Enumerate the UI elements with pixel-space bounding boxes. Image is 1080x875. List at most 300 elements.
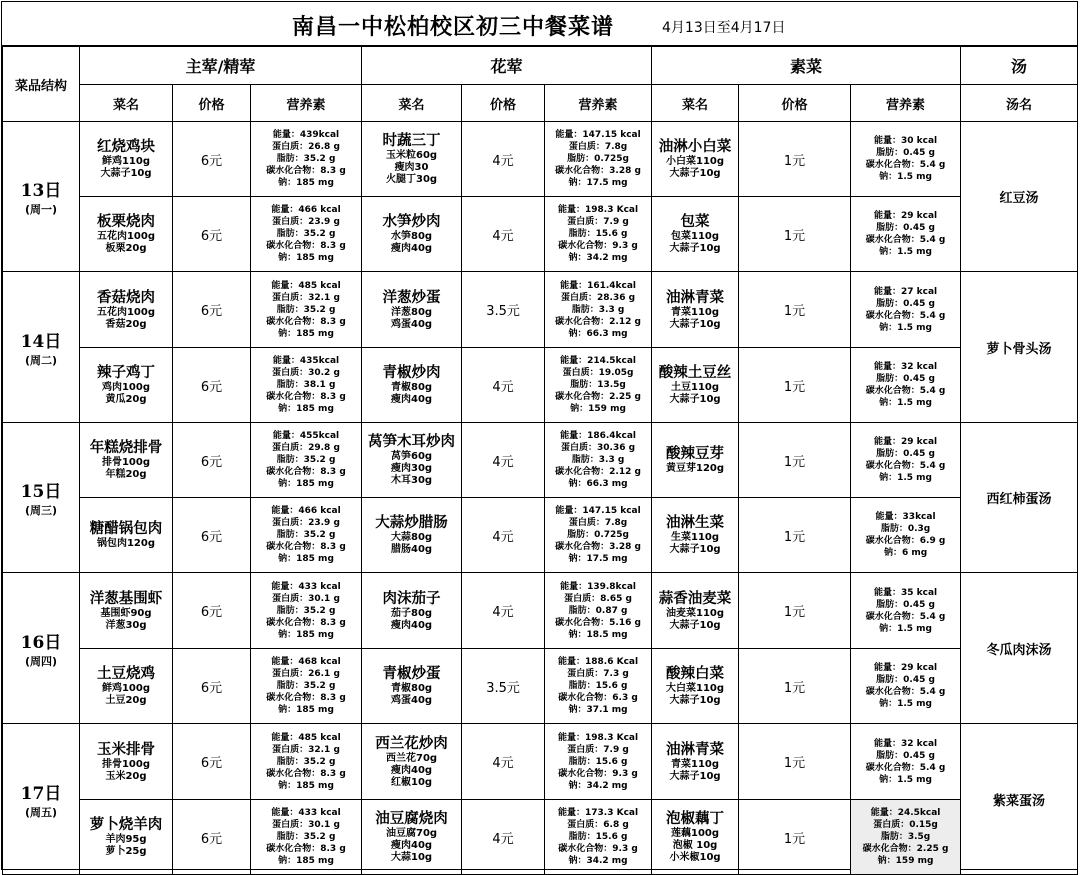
nutrition-line: 碳水化合物：8.3 g: [266, 617, 346, 628]
nutrition-line: 碳水化合物：2.12 g: [555, 316, 641, 327]
ingredient: 青椒80g: [390, 683, 433, 694]
ingredient: 泡椒 10g: [672, 840, 718, 851]
dish-name: 土豆烧鸡: [97, 665, 155, 682]
ingredient: 黄瓜20g: [105, 394, 147, 405]
menu-table: [2, 46, 1078, 875]
nutrition-line: 脂肪：0.45 g: [876, 223, 935, 233]
main-nutrition-cell: [251, 197, 362, 272]
dish-name: 年糕烧排骨: [89, 439, 163, 456]
main-dish-cell: [80, 272, 173, 348]
main-nutrition-cell: [251, 800, 362, 875]
main-nutrition-cell: [251, 498, 362, 573]
nutrition-line: 钠：1.5 mg: [879, 398, 932, 408]
nutrition-line: 能量：485 kcal: [271, 280, 341, 291]
nutrition-line: 脂肪：0.87 g: [568, 605, 628, 616]
nutrition-line: 脂肪：15.6 g: [568, 756, 628, 767]
ingredient: 五花肉100g: [96, 231, 156, 242]
nutrition-line: 能量：198.3 Kcal: [558, 205, 639, 215]
col-header-dish: 菜名: [80, 85, 173, 122]
dish-name: 大蒜炒腊肠: [375, 514, 448, 531]
nutrition-line: 蛋白质：23.9 g: [272, 217, 340, 227]
nutrition-line: 钠：1.5 mg: [879, 774, 932, 785]
nutrition-line: 碳水化合物：5.16 g: [555, 617, 641, 628]
ingredient: 基围虾90g: [100, 607, 152, 619]
veg-dish-cell: [652, 423, 739, 498]
main-price: 6元: [173, 498, 251, 573]
nutrition-line: 能量：33kcal: [875, 512, 936, 522]
nutrition-line: 能量：29 kcal: [873, 663, 938, 673]
dish-name: 玉米排骨: [97, 740, 155, 758]
mixed-dish-cell: [362, 348, 462, 423]
nutrition-line: 能量：468 kcal: [271, 657, 341, 667]
nutrition-line: 钠：185 mg: [278, 479, 334, 489]
main-price: 6元: [173, 573, 251, 649]
nutrition-line: 钠：185 mg: [278, 705, 334, 715]
nutrition-line: 钠：1.5 mg: [879, 623, 932, 634]
nutrition-line: 碳水化合物：8.3 g: [266, 241, 346, 251]
ingredient: 油麦菜110g: [666, 607, 725, 619]
mixed-price: 4元: [462, 348, 545, 423]
main-price: 6元: [173, 423, 251, 498]
nutrition-line: 脂肪：0.45 g: [876, 599, 935, 610]
soup-name: 西红柿蛋汤: [961, 423, 1078, 573]
ingredient: 莲藕100g: [671, 828, 720, 839]
veg-nutrition-cell: [851, 800, 961, 875]
nutrition-line: 脂肪：0.725g: [567, 154, 629, 164]
nutrition-line: 碳水化合物：8.3 g: [266, 166, 346, 176]
nutrition-line: 钠：185 mg: [278, 328, 334, 339]
ingredient: 大蒜子10g: [669, 243, 721, 254]
dish-name: 酸辣豆芽: [666, 445, 725, 462]
nutrition-line: 能量：466 kcal: [271, 205, 341, 215]
menu-row: [3, 649, 1078, 724]
veg-nutrition-cell: [851, 348, 961, 423]
nutrition-line: 钠：159 mg: [570, 404, 626, 414]
mixed-price: 3.5元: [462, 649, 545, 724]
nutrition-line: 脂肪：35.2 g: [276, 229, 336, 239]
mixed-price: 3.5元: [462, 272, 545, 348]
nutrition-line: 能量：147.15 kcal: [555, 130, 641, 140]
menu-row: [3, 800, 1078, 875]
ingredient: 茄子80g: [390, 607, 433, 619]
nutrition-line: 能量：455kcal: [272, 431, 340, 441]
ingredient: 羊肉95g: [105, 834, 147, 845]
nutrition-line: 蛋白质：19.05g: [562, 368, 634, 378]
nutrition-line: 碳水化合物：3.28 g: [555, 166, 641, 176]
soup-name: 萝卜骨头汤: [961, 272, 1078, 423]
ingredient: 火腿丁30g: [385, 174, 438, 185]
menu-row: [3, 197, 1078, 272]
main-nutrition-cell: [251, 649, 362, 724]
nutrition-line: 碳水化合物：5.4 g: [865, 611, 946, 622]
day-weekday: (周三): [24, 504, 58, 517]
nutrition-line: 蛋白质：32.1 g: [272, 744, 340, 755]
nutrition-line: 碳水化合物：5.4 g: [865, 461, 946, 471]
mixed-price: 4元: [462, 800, 545, 875]
veg-dish-cell: [652, 800, 739, 875]
nutrition-line: 能量：433 kcal: [271, 581, 341, 592]
nutrition-line: 钠：185 mg: [278, 629, 334, 640]
menu-row: [3, 724, 1078, 800]
mixed-nutrition-cell: [545, 348, 652, 423]
nutrition-line: 脂肪：0.45 g: [876, 374, 935, 384]
date-range: 4月13日至4月17日: [662, 20, 786, 36]
mixed-dish-cell: [362, 272, 462, 348]
veg-nutrition-cell: [851, 423, 961, 498]
dish-name: 油淋生菜: [666, 514, 725, 531]
day-cell: [3, 423, 80, 573]
nutrition-line: 蛋白质：7.9 g: [567, 217, 629, 227]
main-dish-cell: [80, 348, 173, 423]
col-header-price: 价格: [173, 85, 251, 122]
nutrition-line: 脂肪：35.2 g: [276, 681, 336, 691]
nutrition-line: 脂肪：35.2 g: [276, 304, 336, 315]
dish-name: 糖醋锅包肉: [89, 520, 163, 537]
nutrition-line: 钠：1.5 mg: [879, 699, 932, 709]
main-nutrition-cell: [251, 724, 362, 800]
ingredient: 锅包肉120g: [96, 538, 156, 549]
nutrition-line: 能量：24.5kcal: [870, 808, 941, 818]
veg-nutrition-cell: [851, 197, 961, 272]
nutrition-line: 能量：161.4kcal: [560, 280, 637, 291]
main-dish-cell: [80, 122, 173, 197]
ingredient: 鲜鸡100g: [101, 683, 151, 694]
title-row: [2, 2, 1077, 46]
ingredient: 鲜鸡110g: [101, 156, 151, 167]
ingredient: 瘦肉40g: [390, 619, 433, 631]
nutrition-line: 钠：185 mg: [278, 253, 334, 263]
ingredient: 大白菜110g: [666, 683, 725, 694]
menu-row: [3, 122, 1078, 197]
mixed-nutrition-cell: [545, 573, 652, 649]
veg-price: 1元: [739, 498, 851, 573]
nutrition-line: 碳水化合物：5.4 g: [865, 310, 946, 321]
soup-name: 红豆汤: [961, 122, 1078, 272]
mixed-nutrition-cell: [545, 724, 652, 800]
nutrition-line: 碳水化合物：8.3 g: [266, 768, 346, 779]
nutrition-line: 能量：433 kcal: [271, 808, 341, 818]
ingredient: 板栗20g: [105, 243, 147, 254]
nutrition-line: 脂肪：0.3g: [880, 524, 931, 534]
veg-dish-cell: [652, 197, 739, 272]
structure-label: 菜品结构: [3, 47, 80, 122]
nutrition-line: 脂肪：0.45 g: [876, 298, 935, 309]
main-price: 6元: [173, 649, 251, 724]
menu-row: [3, 272, 1078, 348]
mixed-price: 4元: [462, 498, 545, 573]
nutrition-line: 能量：147.15 kcal: [555, 506, 641, 516]
nutrition-line: 能量：214.5kcal: [560, 356, 637, 366]
mixed-dish-cell: [362, 649, 462, 724]
ingredient: 腊肠40g: [390, 544, 433, 555]
main-dish-cell: [80, 649, 173, 724]
nutrition-line: 脂肪：3.3 g: [571, 455, 625, 465]
ingredient: 瘦肉40g: [390, 243, 433, 254]
nutrition-line: 钠：34.2 mg: [568, 856, 628, 866]
ingredient: 鸡肉100g: [101, 382, 151, 393]
mixed-nutrition-cell: [545, 272, 652, 348]
page-title: 南昌一中松柏校区初三中餐菜谱: [292, 14, 615, 40]
nutrition-line: 脂肪：15.6 g: [568, 229, 628, 239]
dish-name: 酸辣白菜: [666, 665, 725, 682]
category-mixed-header: 花荤: [362, 47, 652, 85]
nutrition-line: 钠：34.2 mg: [568, 253, 628, 263]
main-nutrition-cell: [251, 272, 362, 348]
main-price: 6元: [173, 800, 251, 875]
nutrition-line: 蛋白质：6.8 g: [567, 820, 629, 830]
nutrition-line: 碳水化合物：8.3 g: [266, 392, 346, 402]
veg-nutrition-cell: [851, 122, 961, 197]
day-weekday: (周五): [24, 805, 58, 819]
ingredient: 玉米粒60g: [385, 150, 438, 161]
ingredient: 土豆20g: [105, 695, 147, 706]
nutrition-line: 碳水化合物：5.4 g: [865, 235, 946, 245]
dish-name: 青椒炒肉: [382, 364, 441, 381]
nutrition-line: 蛋白质：26.8 g: [272, 142, 340, 152]
nutrition-line: 钠：34.2 mg: [568, 780, 628, 791]
veg-dish-cell: [652, 348, 739, 423]
mixed-price: 4元: [462, 423, 545, 498]
nutrition-line: 蛋白质：29.8 g: [272, 443, 340, 453]
mixed-nutrition-cell: [545, 649, 652, 724]
nutrition-line: 钠：37.1 mg: [568, 705, 628, 715]
mixed-nutrition-cell: [545, 197, 652, 272]
nutrition-line: 钠：185 mg: [278, 554, 334, 564]
nutrition-line: 蛋白质：30.1 g: [272, 593, 340, 604]
veg-nutrition-cell: [851, 498, 961, 573]
ingredient: 生菜110g: [671, 532, 720, 543]
day-cell: [3, 272, 80, 423]
dish-name: 洋葱基围虾: [89, 589, 163, 607]
nutrition-line: 钠：17.5 mg: [568, 554, 628, 564]
main-nutrition-cell: [251, 348, 362, 423]
nutrition-line: 脂肪：35.2 g: [276, 832, 336, 842]
nutrition-line: 脂肪：3.5g: [880, 832, 931, 842]
ingredient: 木耳30g: [390, 475, 433, 486]
ingredient: 红椒10g: [390, 776, 433, 788]
day-date: 13日: [20, 181, 62, 201]
menu-row: [3, 348, 1078, 423]
ingredient: 大蒜子10g: [669, 168, 721, 179]
veg-price: 1元: [739, 800, 851, 875]
main-dish-cell: [80, 800, 173, 875]
nutrition-line: 钠：185 mg: [278, 856, 334, 866]
nutrition-line: 蛋白质：30.1 g: [272, 820, 340, 830]
nutrition-line: 蛋白质：23.9 g: [272, 518, 340, 528]
menu-row: [3, 423, 1078, 498]
dish-name: 莴笋木耳炒肉: [368, 433, 456, 450]
main-dish-cell: [80, 724, 173, 800]
day-date: 15日: [20, 482, 62, 502]
main-dish-cell: [80, 573, 173, 649]
nutrition-line: 碳水化合物：2.25 g: [862, 844, 949, 854]
nutrition-line: 脂肪：13.5g: [570, 380, 626, 390]
mixed-nutrition-cell: [545, 122, 652, 197]
nutrition-line: 脂肪：0.45 g: [876, 148, 935, 158]
nutrition-line: 脂肪：3.3 g: [571, 304, 625, 315]
dish-name: 萝卜烧羊肉: [89, 816, 163, 833]
ingredient: 瘦肉30g: [390, 463, 433, 474]
day-cell: [3, 122, 80, 272]
nutrition-line: 钠：1.5 mg: [879, 322, 932, 333]
category-main-header: 主荤/精荤: [80, 47, 362, 85]
dish-name: 青椒炒蛋: [382, 665, 441, 682]
day-date: 16日: [20, 632, 62, 653]
ingredient: 洋葱80g: [390, 306, 433, 318]
dish-name: 板栗烧肉: [97, 213, 155, 230]
ingredient: 水笋80g: [390, 231, 433, 242]
main-price: 6元: [173, 724, 251, 800]
col-header-nutrition: 营养素: [251, 85, 362, 122]
nutrition-line: 脂肪：35.2 g: [276, 530, 336, 540]
ingredient: 玉米20g: [105, 770, 147, 782]
ingredient: 排骨100g: [101, 457, 151, 468]
nutrition-line: 能量：32 kcal: [873, 738, 938, 749]
col-header-price: 价格: [462, 85, 545, 122]
mixed-dish-cell: [362, 573, 462, 649]
veg-nutrition-cell: [851, 573, 961, 649]
main-price: 6元: [173, 348, 251, 423]
nutrition-line: 碳水化合物：5.4 g: [865, 386, 946, 396]
main-price: 6元: [173, 122, 251, 197]
day-cell: [3, 573, 80, 724]
menu-row: [3, 498, 1078, 573]
veg-price: 1元: [739, 724, 851, 800]
ingredient: 黄豆芽120g: [666, 463, 725, 474]
nutrition-line: 碳水化合物：2.25 g: [555, 392, 641, 402]
ingredient: 大蒜子10g: [669, 544, 721, 555]
nutrition-line: 碳水化合物：5.4 g: [865, 762, 946, 773]
nutrition-line: 钠：6 mg: [883, 548, 928, 558]
veg-dish-cell: [652, 724, 739, 800]
veg-price: 1元: [739, 423, 851, 498]
ingredient: 瘦肉40g: [390, 840, 433, 851]
day-weekday: (周四): [24, 654, 58, 668]
dish-name: 香菇烧肉: [97, 288, 155, 306]
nutrition-line: 脂肪：15.6 g: [568, 681, 628, 691]
nutrition-line: 脂肪：0.45 g: [876, 750, 935, 761]
ingredient: 大蒜子10g: [669, 619, 721, 631]
ingredient: 大蒜子10g: [669, 695, 721, 706]
ingredient: 大蒜子10g: [669, 318, 721, 330]
nutrition-line: 蛋白质：28.36 g: [561, 292, 636, 303]
ingredient: 土豆110g: [671, 382, 720, 393]
nutrition-line: 蛋白质：26.1 g: [272, 669, 340, 679]
dish-name: 水笋炒肉: [382, 213, 441, 230]
ingredient: 年糕20g: [105, 469, 147, 480]
veg-nutrition-cell: [851, 272, 961, 348]
nutrition-line: 脂肪：0.725g: [567, 530, 629, 540]
dish-name: 酸辣土豆丝: [658, 364, 732, 381]
main-price: 6元: [173, 272, 251, 348]
ingredient: 瘦肉30: [394, 162, 429, 173]
ingredient: 小米椒10g: [669, 852, 721, 863]
veg-price: 1元: [739, 272, 851, 348]
ingredient: 小白菜110g: [666, 156, 725, 167]
ingredient: 青菜110g: [671, 758, 720, 770]
ingredient: 青椒80g: [390, 382, 433, 393]
main-dish-cell: [80, 197, 173, 272]
nutrition-line: 脂肪：35.2 g: [276, 756, 336, 767]
nutrition-line: 能量：29 kcal: [873, 211, 938, 221]
nutrition-line: 碳水化合物：8.3 g: [266, 693, 346, 703]
ingredient: 包菜110g: [671, 231, 720, 242]
veg-dish-cell: [652, 122, 739, 197]
dish-name: 时蔬三丁: [382, 132, 441, 149]
nutrition-line: 钠：18.5 mg: [568, 629, 628, 640]
nutrition-line: 碳水化合物：2.12 g: [555, 467, 641, 477]
veg-price: 1元: [739, 197, 851, 272]
nutrition-line: 钠：1.5 mg: [879, 473, 932, 483]
nutrition-line: 碳水化合物：8.3 g: [266, 542, 346, 552]
veg-dish-cell: [652, 649, 739, 724]
nutrition-line: 蛋白质：7.8g: [568, 518, 628, 528]
nutrition-line: 脂肪：15.6 g: [568, 832, 628, 842]
nutrition-line: 能量：32 kcal: [873, 362, 938, 372]
nutrition-line: 脂肪：35.2 g: [276, 605, 336, 616]
dish-name: 油淋青菜: [666, 288, 725, 306]
nutrition-line: 碳水化合物：9.3 g: [558, 241, 638, 251]
ingredient: 大蒜子10g: [669, 394, 721, 405]
mixed-price: 4元: [462, 724, 545, 800]
col-header-dish: 菜名: [652, 85, 739, 122]
nutrition-line: 钠：1.5 mg: [879, 172, 932, 182]
ingredient: 瘦肉40g: [390, 394, 433, 405]
dish-name: 油豆腐烧肉: [375, 810, 448, 827]
mixed-nutrition-cell: [545, 423, 652, 498]
main-nutrition-cell: [251, 423, 362, 498]
menu-sheet: [1, 1, 1078, 870]
ingredient: 大蒜子10g: [669, 770, 721, 782]
nutrition-line: 能量：30 kcal: [873, 136, 938, 146]
nutrition-line: 钠：66.3 mg: [568, 328, 628, 339]
nutrition-line: 脂肪：35.2 g: [276, 154, 336, 164]
nutrition-line: 蛋白质：8.65 g: [564, 593, 632, 604]
ingredient: 大蒜子10g: [100, 168, 152, 179]
main-dish-cell: [80, 423, 173, 498]
mixed-dish-cell: [362, 122, 462, 197]
ingredient: 莴笋60g: [390, 451, 433, 462]
dish-name: 洋葱炒蛋: [382, 288, 441, 306]
nutrition-line: 脂肪：0.45 g: [876, 449, 935, 459]
veg-dish-cell: [652, 573, 739, 649]
day-weekday: (周二): [24, 353, 58, 367]
col-header-soup-name: 汤名: [961, 85, 1078, 122]
day-date: 14日: [20, 331, 62, 352]
soup-name: 紫菜蛋汤: [961, 724, 1078, 875]
dish-name: 辣子鸡丁: [97, 364, 155, 381]
mixed-price: 4元: [462, 197, 545, 272]
dish-name: 红烧鸡块: [97, 138, 155, 155]
ingredient: 瘦肉40g: [390, 764, 433, 776]
menu-row: [3, 573, 1078, 649]
nutrition-line: 能量：173.3 Kcal: [558, 808, 639, 818]
ingredient: 洋葱30g: [105, 619, 147, 631]
nutrition-line: 蛋白质：7.8g: [568, 142, 628, 152]
nutrition-line: 碳水化合物：8.3 g: [266, 316, 346, 327]
main-nutrition-cell: [251, 573, 362, 649]
nutrition-line: 能量：27 kcal: [873, 286, 938, 297]
nutrition-line: 钠：17.5 mg: [568, 178, 628, 188]
nutrition-line: 蛋白质：0.15g: [873, 820, 938, 830]
nutrition-line: 钠：1.5 mg: [879, 247, 932, 257]
ingredient: 大蒜80g: [390, 532, 433, 543]
ingredient: 鸡蛋40g: [390, 695, 433, 706]
ingredient: 油豆腐70g: [385, 828, 438, 839]
nutrition-line: 钠：159 mg: [877, 856, 934, 866]
main-dish-cell: [80, 498, 173, 573]
nutrition-line: 钠：66.3 mg: [568, 479, 628, 489]
